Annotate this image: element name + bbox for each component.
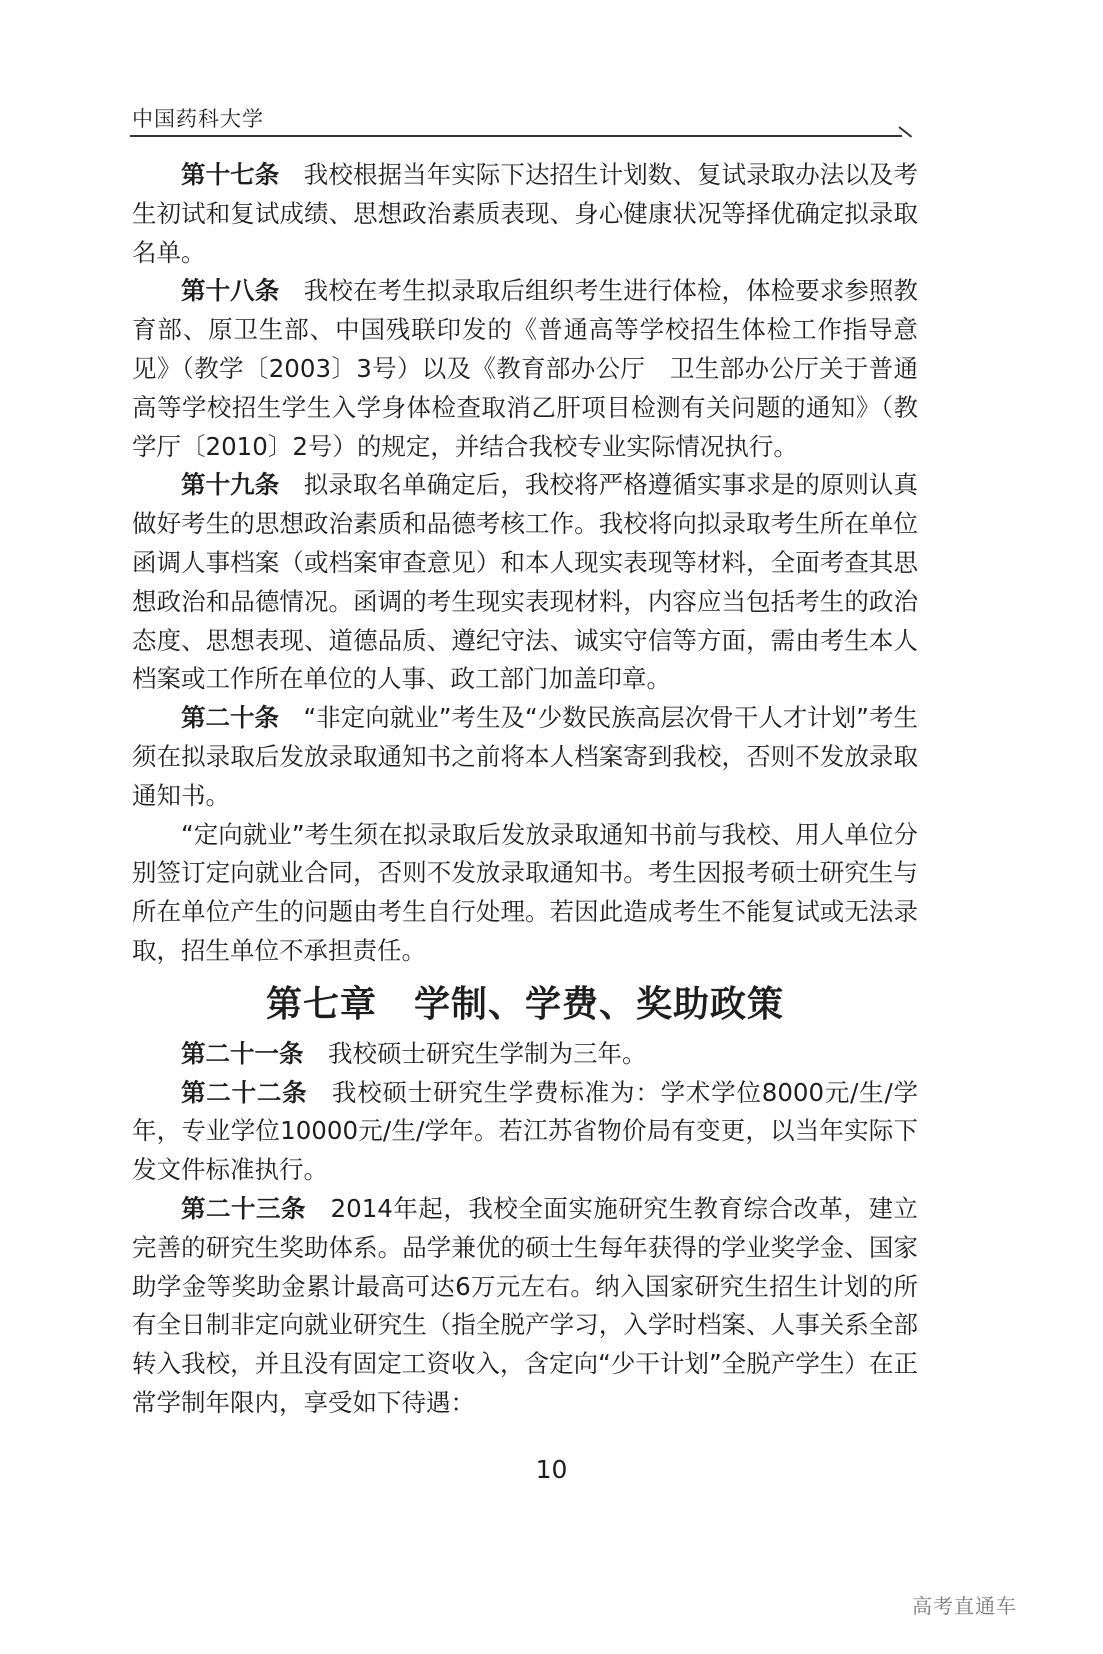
- watermark: 高考直通车: [912, 1594, 1017, 1618]
- paragraph-text: 拟录取名单确定后，我校将严格遵循实事求是的原则认真做好考生的思想政治素质和品德考核工作。我校将向拟录取考生所在单位函调人事档案（或档案审查意见）和本人现实表现等材料，全面考查其思想政治和品德情况。函调的考生现实表现材料，内容应当包括考生的政治态度、思想表现、道德品质、遵纪守法、诚实守信等方面，需由考生本人档案或工作所在单位的人事、政工部门加盖印章。: [132, 470, 919, 694]
- paragraph-text: 2014年起，我校全面实施研究生教育综合改革，建立完善的研究生奖助体系。品学兼优的硕士生每年获得的学业奖学金、国家助学金等奖助金累计最高可达6万元左右。纳入国家研究生招生计划的所有全日制非定向就业研究生（指全脱产学习，入学时档案、人事关系全部转入我校，并且没有固定工资收入，含定向“少干计划”全脱产学生）在正常学制年限内，享受如下待遇：: [132, 1193, 918, 1417]
- paragraph-text: “定向就业”考生须在拟录取后发放录取通知书前与我校、用人单位分别签订定向就业合同，否则不发放录取通知书。考生因报考硕士研究生与所在单位产生的问题由考生自行处理。若因此造成考生不能复试或无法录取，招生单位不承担责任。: [132, 819, 918, 965]
- article-label: 第二十二条: [181, 1077, 308, 1107]
- paragraph-article-22: [132, 1074, 918, 1190]
- article-label: 第十七条: [181, 160, 280, 189]
- header-title: 中国药科大学: [132, 107, 264, 131]
- paragraph-text: 我校根据当年实际下达招生计划数、复试录取办法以及考生初试和复试成绩、思想政治素质表现、身心健康状况等择优确定拟录取名单。: [132, 160, 919, 267]
- article-label: 第二十三条: [181, 1193, 307, 1223]
- article-label: 第十九条: [181, 470, 280, 500]
- article-label: 第十八条: [181, 276, 280, 306]
- article-label: 第二十条: [181, 703, 280, 733]
- paragraph-text: “非定向就业”考生及“少数民族高层次骨干人才计划”考生须在拟录取后发放录取通知书之前将本人档案寄到我校，否则不发放录取通知书。: [132, 703, 918, 810]
- page-content: [132, 156, 918, 1423]
- paragraph-text: 我校硕士研究生学费标准为：学术学位8000元/生/学年，专业学位10000元/生/学年。若江苏省物价局有变更，以当年实际下发文件标准执行。: [132, 1077, 919, 1185]
- paragraph-article-21: [132, 1035, 918, 1074]
- paragraph-article-20: [132, 699, 918, 815]
- paragraph-text: 我校硕士研究生学制为三年。: [328, 1038, 647, 1068]
- paragraph-article-19: [132, 466, 918, 699]
- paragraph-article-23: [132, 1190, 918, 1423]
- paragraph-article-20-continued: [132, 816, 918, 971]
- article-label: 第二十一条: [181, 1038, 304, 1068]
- paragraph-article-18: [132, 272, 918, 466]
- chapter-heading: 第七章 学制、学费、奖助政策: [265, 982, 784, 1025]
- paragraph-text: 我校在考生拟录取后组织考生进行体检，体检要求参照教育部、原卫生部、中国残联印发的《普通高等学校招生体检工作指导意见》（教学〔2003〕3号）以及《教育部办公厅 卫生部办公厅关于普通高等学校招生学生入学身体检查取消乙肝项目检测有关问题的通知》（教学厅〔2010〕2号）的规定，并结合我校专业实际情况执行。: [132, 276, 919, 461]
- paragraph-article-17: [132, 156, 918, 272]
- header-rule: [130, 135, 902, 137]
- page-number: 10: [535, 1455, 568, 1484]
